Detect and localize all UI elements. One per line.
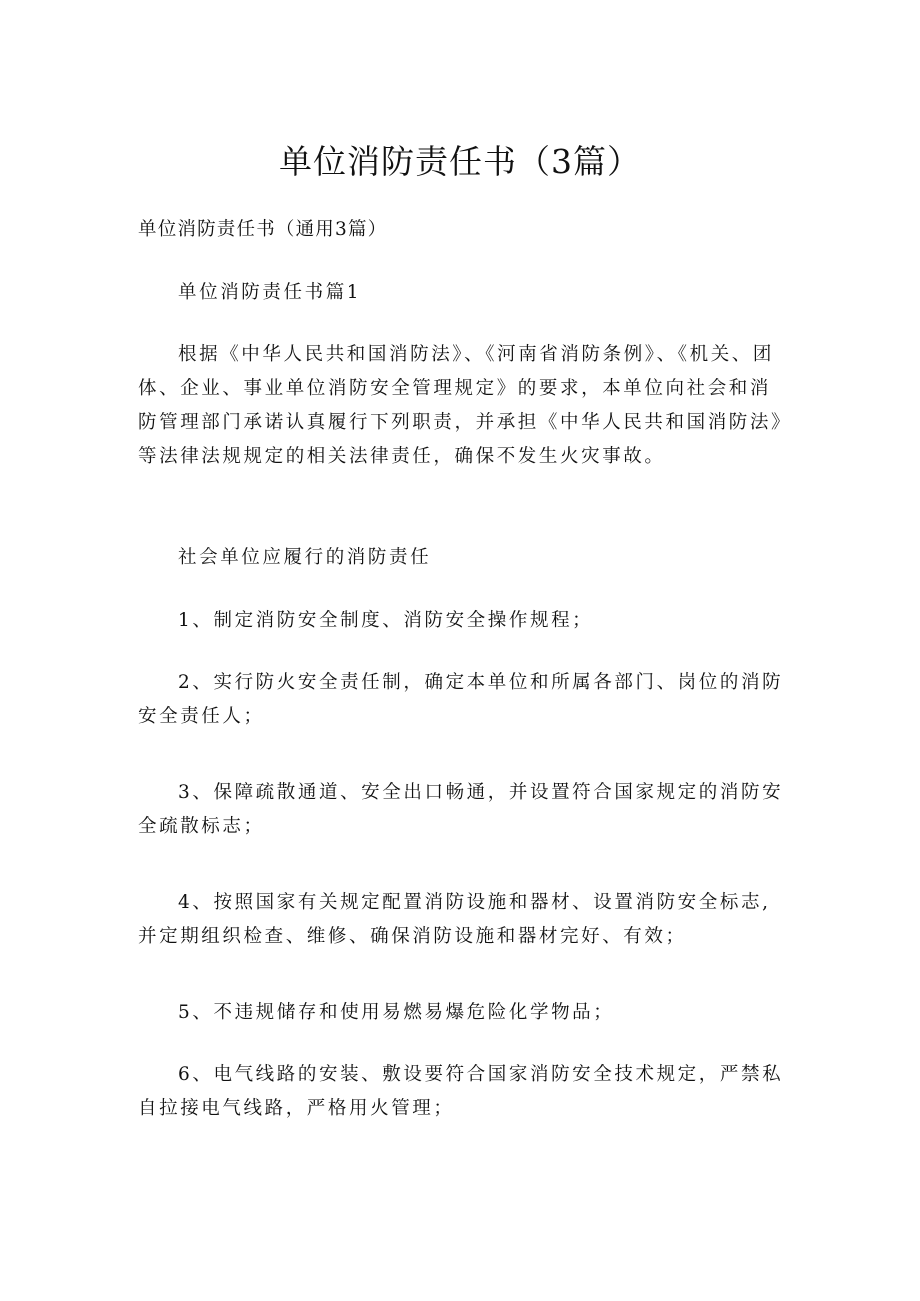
duty-item: 6、电气线路的安装、敷设要符合国家消防安全技术规定，严禁私自拉接电气线路，严格用火管理； bbox=[138, 1064, 784, 1119]
section-heading: 单位消防责任书篇1 bbox=[178, 282, 362, 303]
duty-item: 1、制定消防安全制度、消防安全操作规程； bbox=[178, 610, 594, 631]
duty-item: 3、保障疏散通道、安全出口畅通，并设置符合国家规定的消防安全疏散标志； bbox=[138, 782, 784, 837]
duty-item: 4、按照国家有关规定配置消防设施和器材、设置消防安全标志,并定期组织检查、维修、确保消防设施和器材完好、有效； bbox=[138, 892, 771, 947]
document-title: 单位消防责任书（3篇） bbox=[279, 142, 641, 181]
intro-paragraph: 根据《中华人民共和国消防法》、《河南省消防条例》、《机关、团体、企业、事业单位消防安全管理规定》的要求，本单位向社会和消防管理部门承诺认真履行下列职责，并承担《中华人民共和国消防法》等法律法规规定的相关法律责任，确保不发生火灾事故。 bbox=[138, 344, 783, 467]
duty-item: 2、实行防火安全责任制，确定本单位和所属各部门、岗位的消防安全责任人； bbox=[138, 672, 784, 727]
duty-item: 5、不违规储存和使用易燃易爆危险化学物品； bbox=[178, 1002, 615, 1023]
document-subtitle: 单位消防责任书（通用3篇） bbox=[138, 219, 388, 240]
duties-heading: 社会单位应履行的消防责任 bbox=[178, 547, 432, 568]
